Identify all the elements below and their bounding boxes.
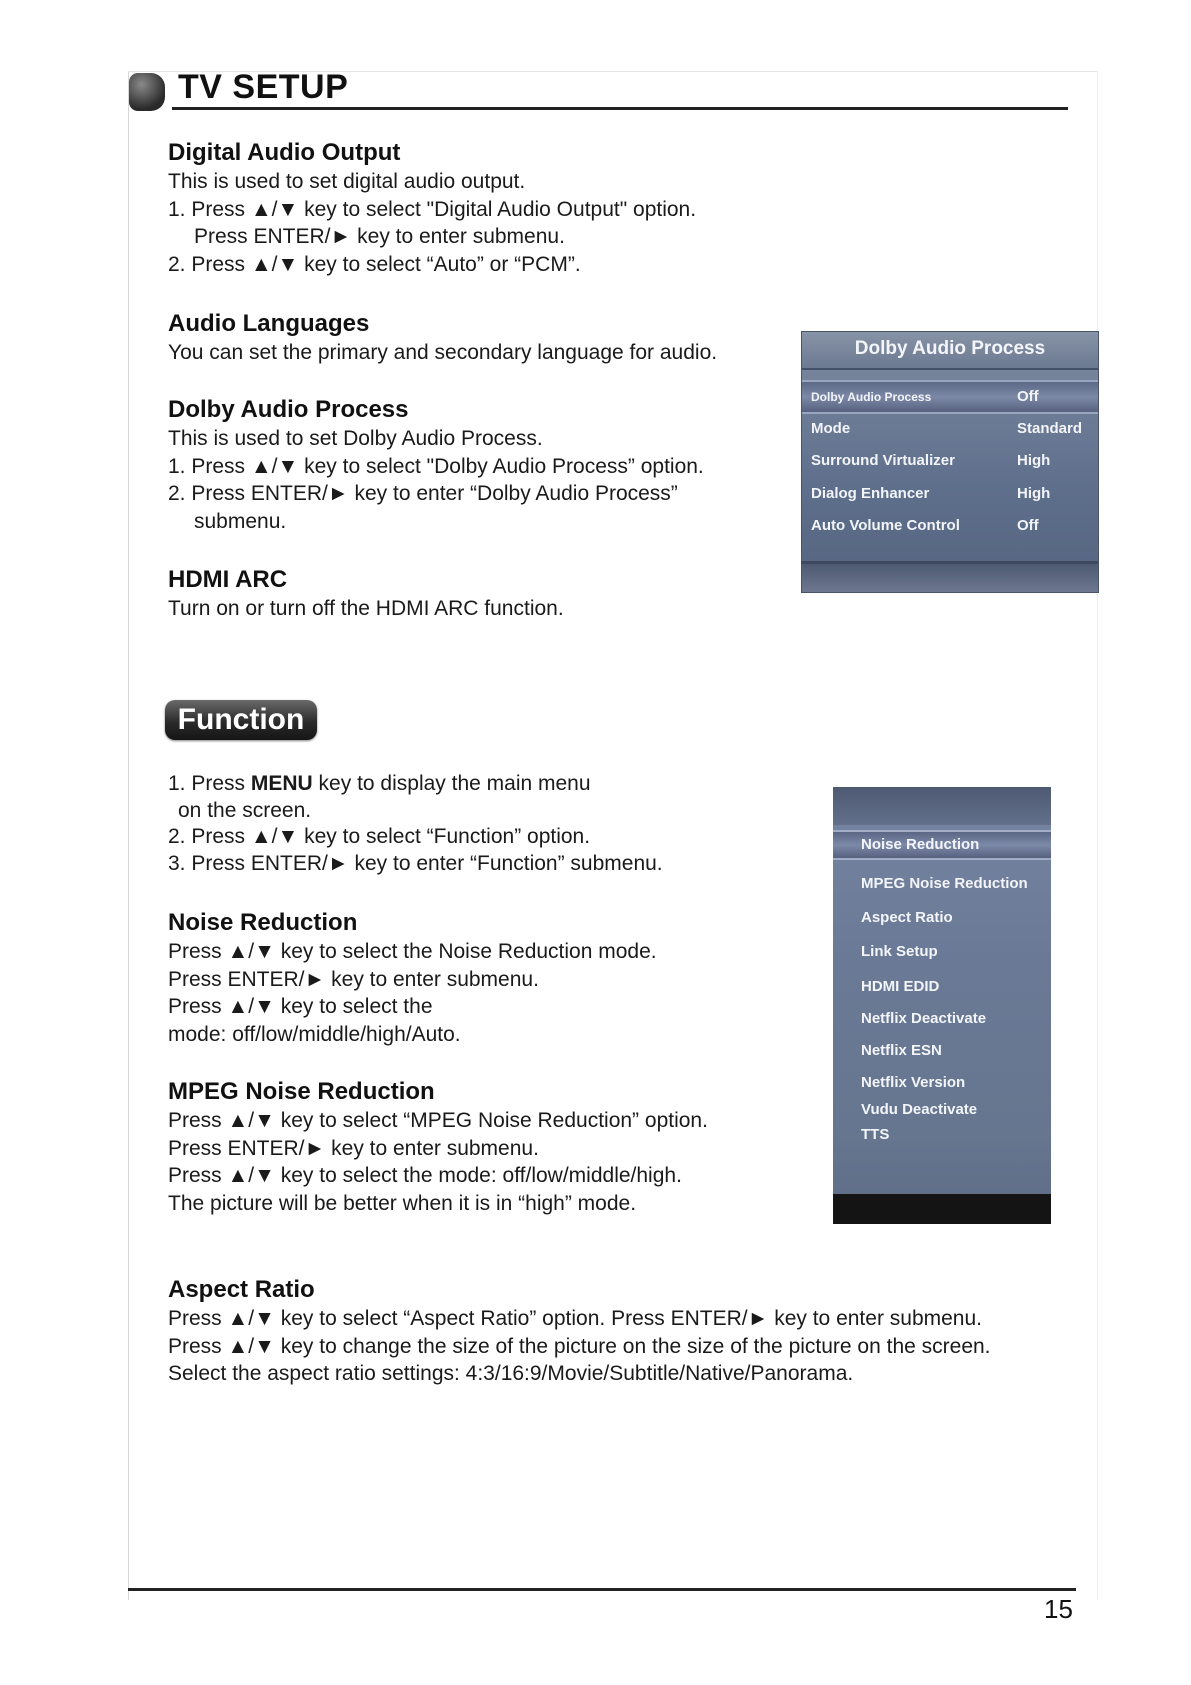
menu-item-tts: TTS (861, 1126, 890, 1143)
text-line: 1. Press ▲/▼ key to select "Digital Audio Output" option. (168, 197, 697, 221)
title-bullet-icon (129, 73, 165, 111)
menu-row-value: High (1017, 452, 1051, 469)
menu-title: Dolby Audio Process (802, 332, 1098, 370)
menu-item-label: Noise Reduction (861, 836, 980, 853)
text-line: Press ENTER/► key to enter submenu. (168, 967, 539, 991)
text-line: 2. Press ▲/▼ key to select “Function” option. (168, 824, 591, 848)
dolby-audio-process-menu (801, 331, 1099, 593)
section-dolby-audio-process (168, 395, 788, 535)
section-heading: Aspect Ratio (168, 1276, 315, 1303)
text-line: 1. Press MENU key to display the main menu (168, 772, 591, 795)
section-aspect-ratio (168, 1275, 1088, 1388)
section-heading: Noise Reduction (168, 909, 358, 936)
menu-row-label: Dialog Enhancer (811, 485, 930, 502)
menu-footer-bar (833, 1194, 1051, 1224)
text-line: Press ▲/▼ key to select the mode: off/low/middle/high. (168, 1164, 682, 1187)
section-heading: Audio Languages (168, 310, 370, 337)
text-line: mode: off/low/middle/high/Auto. (168, 1022, 461, 1046)
text-line: Press ▲/▼ key to select “Aspect Ratio” option. Press ENTER/► key to enter submenu. (168, 1307, 982, 1330)
menu-item-netflix-version: Netflix Version (861, 1074, 966, 1091)
section-audio-languages (168, 309, 788, 367)
text-line: 2. Press ▲/▼ key to select “Auto” or “PCM”. (168, 252, 581, 276)
text-line: 1. Press ▲/▼ key to select "Dolby Audio Process” option. (168, 454, 704, 478)
section-hdmi-arc (168, 565, 788, 623)
text-line: 3. Press ENTER/► key to enter “Function” submenu. (168, 851, 663, 875)
menu-item-link-setup: Link Setup (861, 943, 938, 960)
text-line: Press ▲/▼ key to select the Noise Reduction mode. (168, 940, 657, 963)
text-line: on the screen. (178, 798, 312, 822)
section-heading: HDMI ARC (168, 566, 288, 593)
menu-item-mpeg-noise-reduction: MPEG Noise Reduction (861, 875, 1028, 892)
text-line: Turn on or turn off the HDMI ARC function. (168, 597, 564, 620)
section-heading: MPEG Noise Reduction (168, 1078, 435, 1105)
menu-row-label: Surround Virtualizer (811, 452, 955, 469)
menu-row-surround-virtualizer (802, 446, 1098, 476)
menu-item-netflix-esn: Netflix ESN (861, 1042, 942, 1059)
menu-row-value: Standard (1017, 420, 1083, 437)
menu-header-bar (833, 787, 1051, 825)
menu-item-aspect-ratio: Aspect Ratio (861, 909, 953, 926)
text-line: Press ▲/▼ key to select “MPEG Noise Reduction” option. (168, 1109, 708, 1132)
menu-item-vudu-deactivate: Vudu Deactivate (861, 1101, 978, 1118)
text-line: Press ENTER/► key to enter submenu. (168, 1136, 539, 1160)
menu-row-dialog-enhancer (802, 479, 1098, 509)
section-noise-reduction (168, 908, 788, 1048)
menu-row-mode (802, 414, 1098, 444)
section-mpeg-noise-reduction (168, 1077, 788, 1217)
text-line: This is used to set Dolby Audio Process. (168, 427, 543, 450)
text-line: Select the aspect ratio settings: 4:3/16:9/Movie/Subtitle/Native/Panorama. (168, 1362, 854, 1385)
footer-rule (128, 1588, 1076, 1591)
text-line: Press ▲/▼ key to change the size of the picture on the size of the picture on the screen. (168, 1334, 991, 1358)
menu-row-dolby-audio-process (802, 380, 1098, 414)
text-line: 2. Press ENTER/► key to enter “Dolby Audio Process” (168, 482, 678, 505)
menu-item-netflix-deactivate: Netflix Deactivate (861, 1010, 987, 1027)
function-section-badge: Function (165, 700, 317, 740)
text-line: submenu. (194, 509, 287, 533)
section-digital-audio-output (168, 138, 788, 278)
menu-row-value: Off (1017, 517, 1039, 534)
text-line: The picture will be better when it is in “high” mode. (168, 1191, 637, 1215)
menu-row-label: Mode (811, 420, 851, 437)
text-line: Press ▲/▼ key to select the (168, 995, 433, 1018)
menu-item-hdmi-edid: HDMI EDID (861, 978, 940, 995)
page-title: TV SETUP (178, 68, 349, 106)
text-line: This is used to set digital audio output. (168, 170, 526, 193)
menu-item-noise-reduction (833, 830, 1051, 860)
menu-row-label: Dolby Audio Process (811, 390, 932, 404)
function-menu (833, 787, 1051, 1224)
section-heading: Dolby Audio Process (168, 396, 409, 423)
menu-footer-bar (802, 561, 1098, 592)
menu-row-label: Auto Volume Control (811, 517, 960, 534)
menu-row-value: Off (1017, 388, 1039, 405)
text-line: You can set the primary and secondary language for audio. (168, 341, 718, 364)
page-number: 15 (1044, 1594, 1073, 1624)
menu-row-auto-volume-control (802, 511, 1098, 541)
text-line: Press ENTER/► key to enter submenu. (194, 225, 565, 248)
title-rule (172, 107, 1068, 110)
menu-row-value: High (1017, 485, 1051, 502)
section-heading: Digital Audio Output (168, 139, 401, 166)
section-function-intro (168, 770, 788, 878)
